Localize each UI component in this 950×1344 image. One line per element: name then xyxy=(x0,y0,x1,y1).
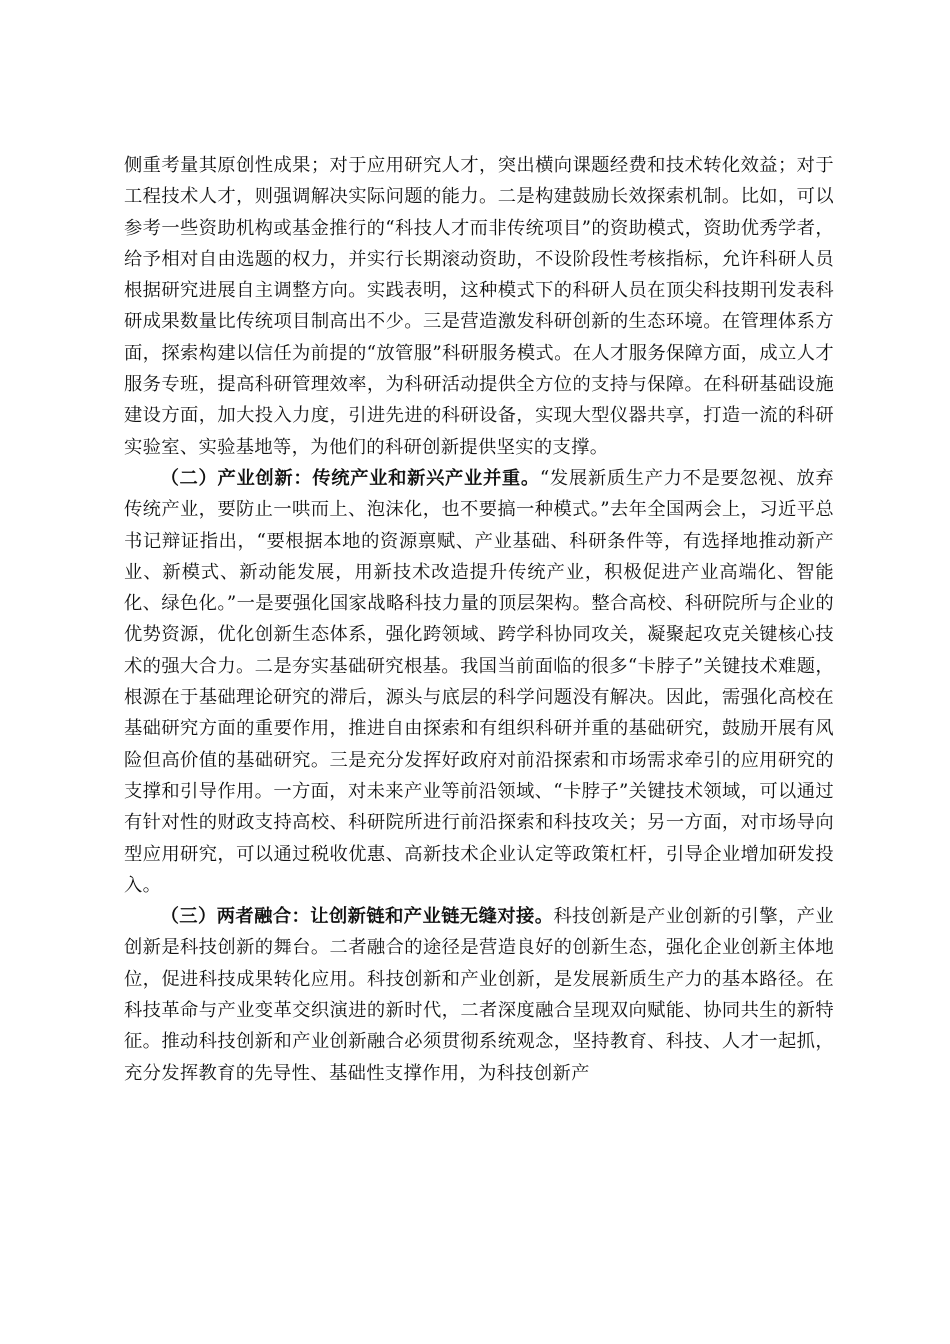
section-heading-integration: （三）两者融合：让创新链和产业链无缝对接。 xyxy=(160,906,554,928)
paragraph-text: “发展新质生产力不是要忽视、放弃传统产业，要防止一哄而上、泡沫化，也不要搞一种模式。”去年全国两会上，习近平总书记辩证指出，“要根据本地的资源禀赋、产业基础、科研条件等，有选择地推动新产业、新模式、新动能发展，用新技术改造提升传统产业，积极促进产业高端化、智能化、绿色化。”一是要强化国家战略科技力量的顶层架构。整合高校、科研院所与企业的优势资源，优化创新生态体系，强化跨领域、跨学科协同攻关，凝聚起攻克关键核心技术的强大合力。二是夯实基础研究根基。我国当前面临的很多“卡脖子”关键技术难题，根源在于基础理论研究的滞后，源头与底层的科学问题没有解决。因此，需强化高校在基础研究方面的重要作用，推进自由探索和有组织科研并重的基础研究，鼓励开展有风险但高价值的基础研究。三是充分发挥好政府对前沿探索和市场需求牵引的应用研究的支撑和引导作用。一方面，对未来产业等前沿领域、“卡脖子”关键技术领域，可以通过有针对性的财政支持高校、科研院所进行前沿探索和科技攻关；另一方面，对市场导向型应用研究，可以通过税收优惠、高新技术企业认定等政策杠杆，引导企业增加研发投入。 xyxy=(124,467,834,896)
paragraph-text: 科技创新是产业创新的引擎，产业创新是科技创新的舞台。二者融合的途径是营造良好的创新生态，强化企业创新主体地位，促进科技成果转化应用。科技创新和产业创新，是发展新质生产力的基本路径。在科技革命与产业变革交织演进的新时代，二者深度融合呈现双向赋能、协同共生的新特征。推动科技创新和产业创新融合必须贯彻系统观念，坚持教育、科技、人才一起抓，充分发挥教育的先导性、基础性支撑作用，为科技创新产 xyxy=(124,906,834,1084)
paragraph-text: 侧重考量其原创性成果；对于应用研究人才，突出横向课题经费和技术转化效益；对于工程技术人才，则强调解决实际问题的能力。二是构建鼓励长效探索机制。比如，可以参考一些资助机构或基金推行的“科技人才而非传统项目”的资助模式，资助优秀学者，给予相对自由选题的权力，并实行长期滚动资助，不设阶段性考核指标，允许科研人员根据研究进展自主调整方向。实践表明，这种模式下的科研人员在顶尖科技期刊发表科研成果数量比传统项目制高出不少。三是营造激发科研创新的生态环境。在管理体系方面，探索构建以信任为前提的“放管服”科研服务模式。在人才服务保障方面，成立人才服务专班，提高科研管理效率，为科研活动提供全方位的支持与保障。在科研基础设施建设方面，加大投入力度，引进先进的科研设备，实现大型仪器共享，打造一流的科研实验室、实验基地等，为他们的科研创新提供坚实的支撑。 xyxy=(124,155,834,458)
document-body xyxy=(124,150,834,1089)
paragraph-integration xyxy=(124,901,834,1089)
paragraph-continuation xyxy=(124,150,834,463)
section-heading-industrial-innovation: （二）产业创新：传统产业和新兴产业并重。 xyxy=(160,467,540,489)
paragraph-industrial-innovation xyxy=(124,463,834,901)
